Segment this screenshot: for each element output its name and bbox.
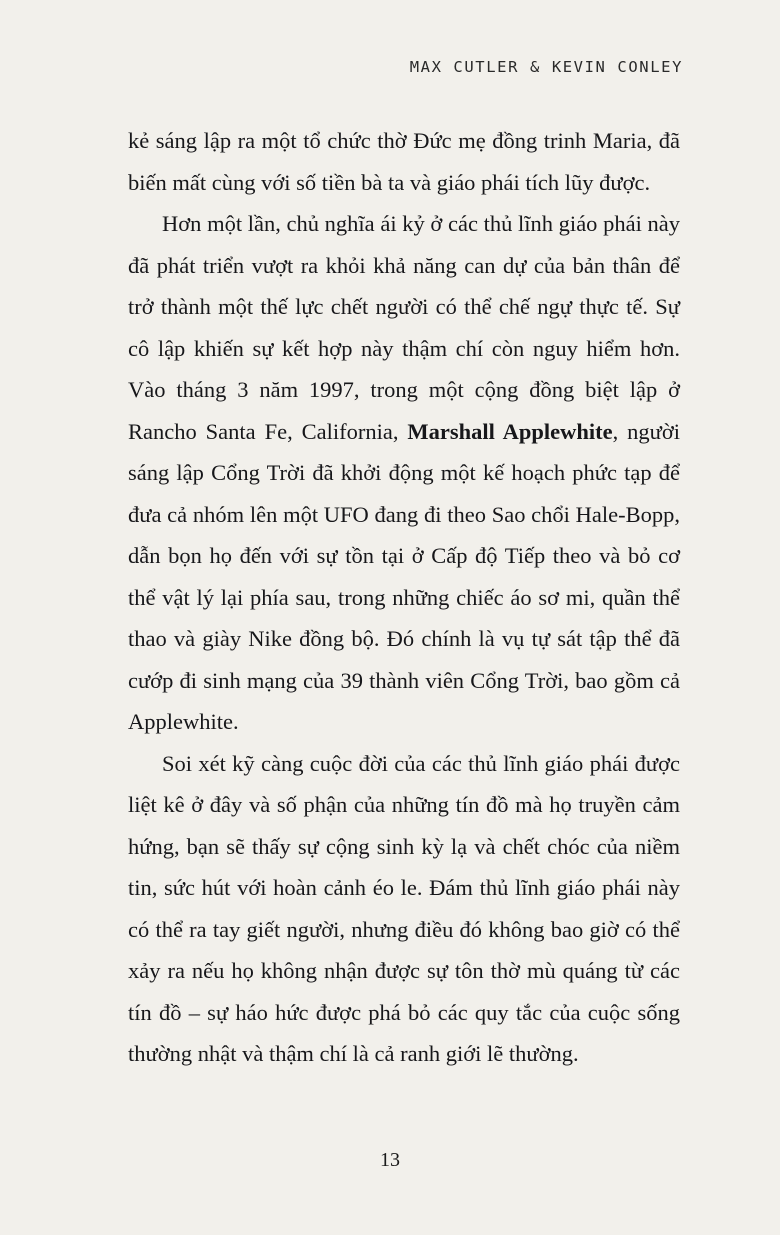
highlighted-name: Marshall Applewhite: [407, 418, 613, 444]
body-text-column: [128, 120, 680, 1075]
paragraph: [128, 203, 680, 743]
paragraph: [128, 120, 680, 203]
paragraph: [128, 743, 680, 1075]
paragraph-text-lead: Hơn một lần, chủ nghĩa ái kỷ ở các thủ lĩnh giáo phái này đã phát triển vượt ra khỏi khả năng can dự của bản thân để trở thành một thế lực chết người có thể chế ngự thực tế. Sự cô lập khiến sự kết hợp này thậm chí còn nguy hiểm hơn. Vào tháng 3 năm 1997, trong một cộng đồng biệt lập ở Rancho Santa Fe, California,: [128, 211, 680, 444]
paragraph-text-tail: , người sáng lập Cổng Trời đã khởi động một kế hoạch phức tạp để đưa cả nhóm lên một UFO đang đi theo Sao chổi Hale-Bopp, dẫn bọn họ đến với sự tồn tại ở Cấp độ Tiếp theo và bỏ cơ thể vật lý lại phía sau, trong những chiếc áo sơ mi, quần thể thao và giày Nike đồng bộ. Đó chính là vụ tự sát tập thể đã cướp đi sinh mạng của 39 thành viên Cổng Trời, bao gồm cả Applewhite.: [128, 418, 680, 734]
paragraph-text: kẻ sáng lập ra một tổ chức thờ Đức mẹ đồng trinh Maria, đã biến mất cùng với số tiền bà ta và giáo phái tích lũy được.: [128, 128, 680, 195]
running-head: MAX CUTLER & KEVIN CONLEY: [409, 58, 683, 76]
paragraph-text: Soi xét kỹ càng cuộc đời của các thủ lĩnh giáo phái được liệt kê ở đây và số phận của những tín đồ mà họ truyền cảm hứng, bạn sẽ thấy sự cộng sinh kỳ lạ và chết chóc của niềm tin, sức hút với hoàn cảnh éo le. Đám thủ lĩnh giáo phái này có thể ra tay giết người, nhưng điều đó không bao giờ có thể xảy ra nếu họ không nhận được sự tôn thờ mù quáng từ các tín đồ – sự háo hức được phá bỏ các quy tắc của cuộc sống thường nhật và thậm chí là cả ranh giới lẽ thường.: [128, 750, 680, 1066]
page-number: 13: [380, 1149, 400, 1171]
